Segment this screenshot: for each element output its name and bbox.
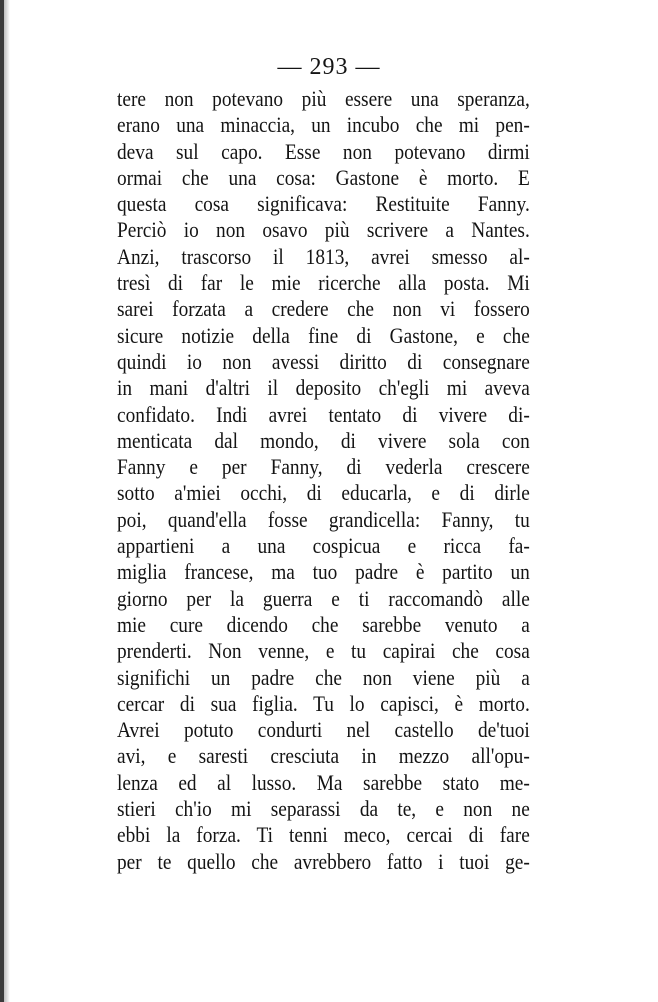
text-line: Anzi, trascorso il 1813, avrei smesso al- [117, 243, 530, 269]
text-line: lenza ed al lusso. Ma sarebbe stato me- [117, 769, 530, 795]
text-line: poi, quand'ella fosse grandicella: Fanny, tu [117, 506, 530, 532]
text-line: per te quello che avrebbero fatto i tuoi ge- [117, 848, 530, 874]
text-line: quindi io non avessi diritto di consegnare [117, 348, 530, 374]
text-line: menticata dal mondo, di vivere sola con [117, 427, 530, 453]
page-spine-shadow [4, 0, 10, 1002]
text-line: erano una minaccia, un incubo che mi pen- [117, 112, 530, 138]
page-number: — 293 — [277, 54, 381, 80]
text-line: significhi un padre che non viene più a [117, 664, 530, 690]
text-line: appartieni a una cospicua e ricca fa- [117, 533, 530, 559]
text-line: Fanny e per Fanny, di vederla crescere [117, 454, 530, 480]
text-line: prenderti. Non venne, e tu capirai che cosa [117, 638, 530, 664]
text-line: Avrei potuto condurti nel castello de'tuoi [117, 717, 530, 743]
text-line: tresì di far le mie ricerche alla posta. Mi [117, 270, 530, 296]
body-text [117, 86, 530, 875]
text-line: in mani d'altri il deposito ch'egli mi aveva [117, 375, 530, 401]
text-line: confidato. Indi avrei tentato di vivere di- [117, 401, 530, 427]
text-line: miglia francese, ma tuo padre è partito un [117, 559, 530, 585]
text-line: sicure notizie della fine di Gastone, e che [117, 322, 530, 348]
text-line: ebbi la forza. Ti tenni meco, cercai di fare [117, 822, 530, 848]
text-line: tere non potevano più essere una speranza, [117, 86, 530, 111]
text-line: mie cure dicendo che sarebbe venuto a [117, 611, 530, 637]
text-line: deva sul capo. Esse non potevano dirmi [117, 138, 530, 164]
text-line: sotto a'miei occhi, di educarla, e di dirle [117, 480, 530, 506]
text-line: questa cosa significava: Restituite Fanny. [117, 191, 530, 217]
text-line: cercar di sua figlia. Tu lo capisci, è morto. [117, 690, 530, 716]
text-line: sarei forzata a credere che non vi fossero [117, 296, 530, 322]
text-line: stieri ch'io mi separassi da te, e non ne [117, 796, 530, 822]
text-line: Perciò io non osavo più scrivere a Nantes. [117, 217, 530, 243]
text-line: avi, e saresti cresciuta in mezzo all'opu- [117, 743, 530, 769]
text-line: giorno per la guerra e ti raccomandò alle [117, 585, 530, 611]
text-line: ormai che una cosa: Gastone è morto. E [117, 164, 530, 190]
